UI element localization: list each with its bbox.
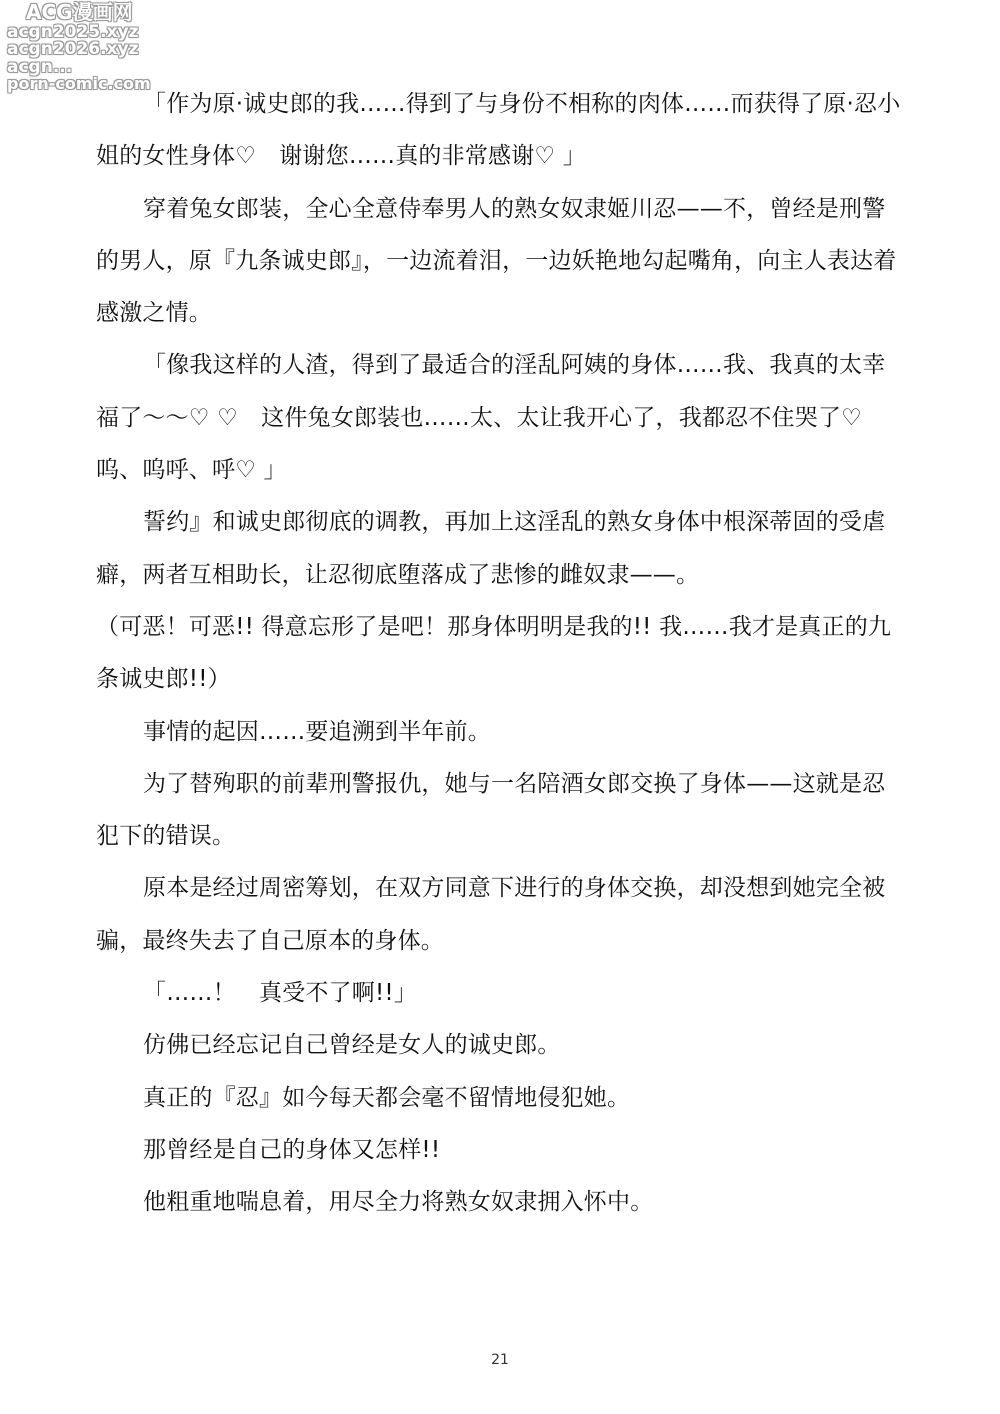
paragraph: 为了替殉职的前辈刑警报仇，她与一名陪酒女郎交换了身体——这就是忍犯下的错误。: [96, 770, 886, 850]
watermark-line: acgn2026.xyz: [7, 39, 139, 59]
paragraph: 誓约』和诚史郎彻底的调教，再加上这淫乱的熟女身体中根深蒂固的受虐癖，两者互相助长，让忍彻底堕落成了悲惨的雌奴隶——。: [96, 509, 886, 588]
watermark-line: ACG漫画网: [26, 0, 133, 24]
paragraph: 「像我这样的人渣，得到了最适合的淫乱阿姨的身体……我、我真的太幸福了～～♡ ♡ 这件兔女郎装也……太、太让我开心了，我都忍不住哭了♡ 呜、呜呼、呼♡ 」: [96, 352, 886, 484]
watermark-line: porn-comic.com: [7, 74, 151, 93]
page-number: 21: [491, 1352, 509, 1368]
paragraph: 那曾经是自己的身体又怎样!!: [143, 1136, 441, 1163]
paragraph: 穿着兔女郎装，全心全意侍奉男人的熟女奴隶姬川忍——不，曾经是刑警的男人，原『九条诚史郎』，一边流着泪，一边妖艳地勾起嘴角，向主人表达着感激之情。: [96, 195, 897, 327]
paragraph: 仿佛已经忘记自己曾经是女人的诚史郎。: [143, 1032, 561, 1059]
paragraph: 事情的起因……要追溯到半年前。: [143, 718, 491, 745]
novel-body-text: [96, 78, 906, 1229]
paragraph: 「……！ 真受不了啊!!」: [143, 980, 418, 1007]
watermark-line: acgn2025.xyz: [7, 22, 139, 42]
paragraph: 真正的『忍』如今每天都会毫不留情地侵犯她。: [143, 1084, 631, 1111]
paragraph: 「作为原·诚史郎的我……得到了与身份不相称的肉体……而获得了原·忍小姐的女性身体♡ 谢谢您……真的非常感谢♡ 」: [96, 91, 901, 170]
paragraph: 他粗重地喘息着，用尽全力将熟女奴隶拥入怀中。: [143, 1189, 654, 1216]
paragraph: 原本是经过周密筹划，在双方同意下进行的身体交换，却没想到她完全被骗，最终失去了自己原本的身体。: [96, 875, 886, 954]
paragraph: （可恶！可恶!! 得意忘形了是吧！那身体明明是我的!! 我……我才是真正的九条诚史郎!!）: [96, 613, 892, 693]
watermark-line: acgn...: [7, 57, 73, 77]
site-watermark: [4, 0, 164, 93]
